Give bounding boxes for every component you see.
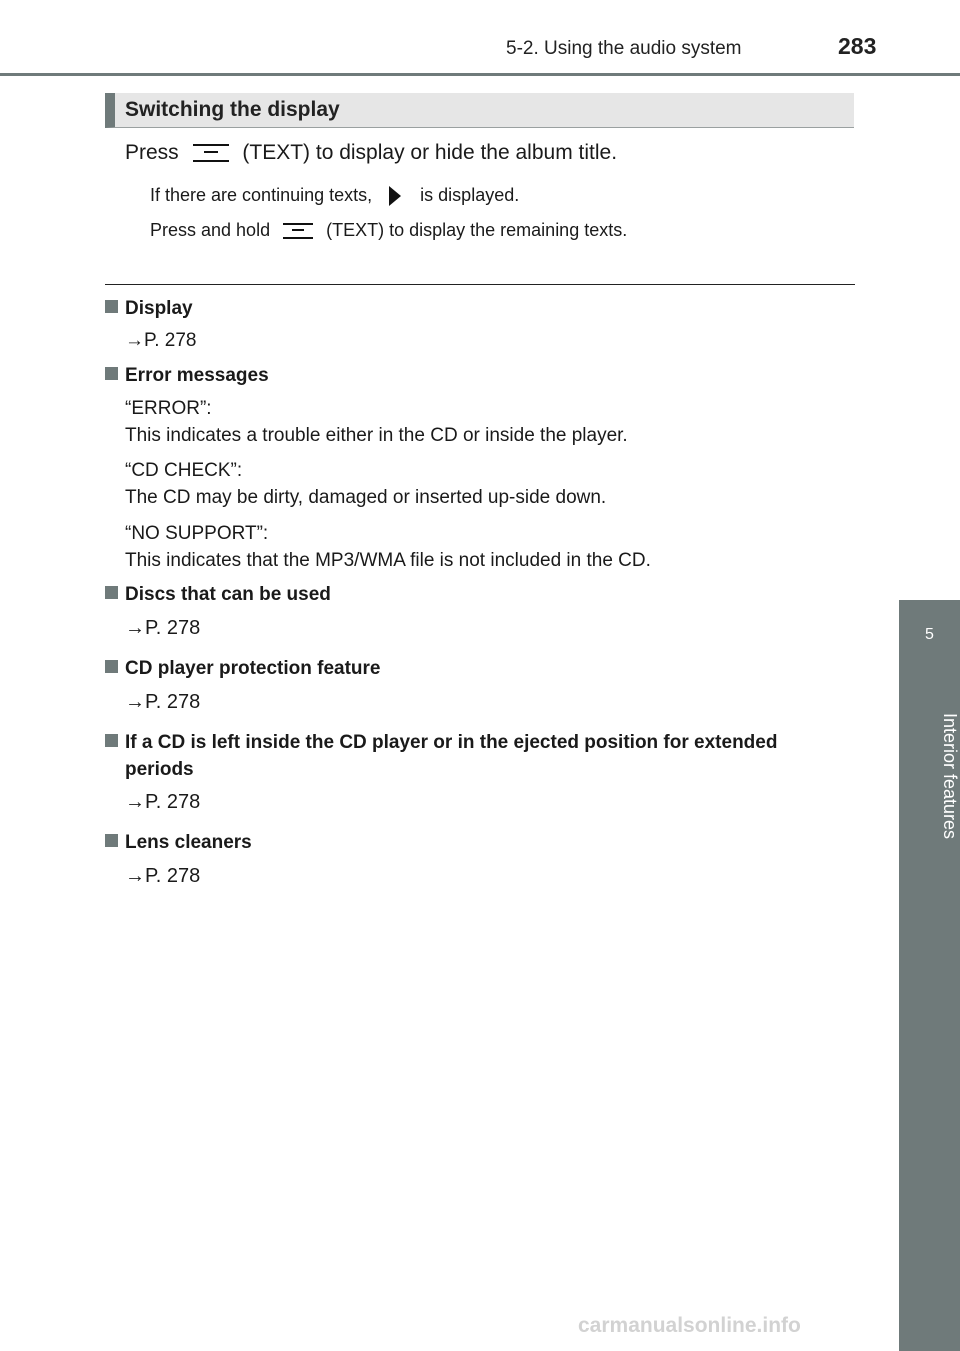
page-number: 283 [838,33,877,59]
watermark: carmanualsonline.info [578,1314,801,1337]
note1-before: If there are continuing texts, [150,185,373,205]
square-bullet-icon [105,300,118,313]
error-text: This indicates a trouble either in the CD or inside the player. [125,425,628,446]
triangle-right-icon [389,186,401,206]
chapter-tab [899,600,960,682]
square-bullet-icon [105,660,118,673]
note-press-and-hold [150,220,627,241]
chapter-label: Interior features [940,712,960,840]
note-continuing-texts [150,185,519,206]
header-rule [0,73,960,76]
section-divider [105,284,855,285]
cdcheck-label: “CD CHECK”: [125,460,243,481]
ref-protection: →P. 278 [125,691,201,713]
square-bullet-icon [105,734,118,747]
subhead-protection: CD player protection feature [105,658,381,680]
ref-lens: →P. 278 [125,865,201,887]
ref-display: →P. 278 [125,330,197,351]
nosupport-text: This indicates that the MP3/WMA file is not included in the CD. [125,550,651,571]
ref-left-inside: →P. 278 [125,791,201,813]
press-instruction [125,141,617,165]
subhead-lens: Lens cleaners [105,832,252,854]
section-title: Switching the display [125,98,340,121]
text-button-icon [193,144,229,162]
square-bullet-icon [105,586,118,599]
subhead-left-inside: If a CD is left inside the CD player or in the ejected position for extended [105,732,777,754]
press-before: Press [125,141,179,164]
text-button-icon [283,223,313,239]
chapter-number: 5 [925,626,934,643]
press-after: (TEXT) to display or hide the album title. [242,141,618,164]
section-heading-bar [105,93,854,128]
subhead-display: Display [105,298,193,320]
header-section-title: 5-2. Using the audio system [506,38,742,59]
ref-discs: →P. 278 [125,617,201,639]
square-bullet-icon [105,834,118,847]
cdcheck-text: The CD may be dirty, damaged or inserted up-side down. [125,487,607,508]
subhead-discs: Discs that can be used [105,584,331,606]
note2-before: Press and hold [150,220,271,240]
nosupport-label: “NO SUPPORT”: [125,523,269,544]
subhead-left-inside-line2: periods [125,759,194,780]
square-bullet-icon [105,367,118,380]
subhead-error-messages: Error messages [105,365,269,387]
note2-after: (TEXT) to display the remaining texts. [326,220,628,240]
note1-after: is displayed. [420,185,520,205]
error-label: “ERROR”: [125,398,212,419]
